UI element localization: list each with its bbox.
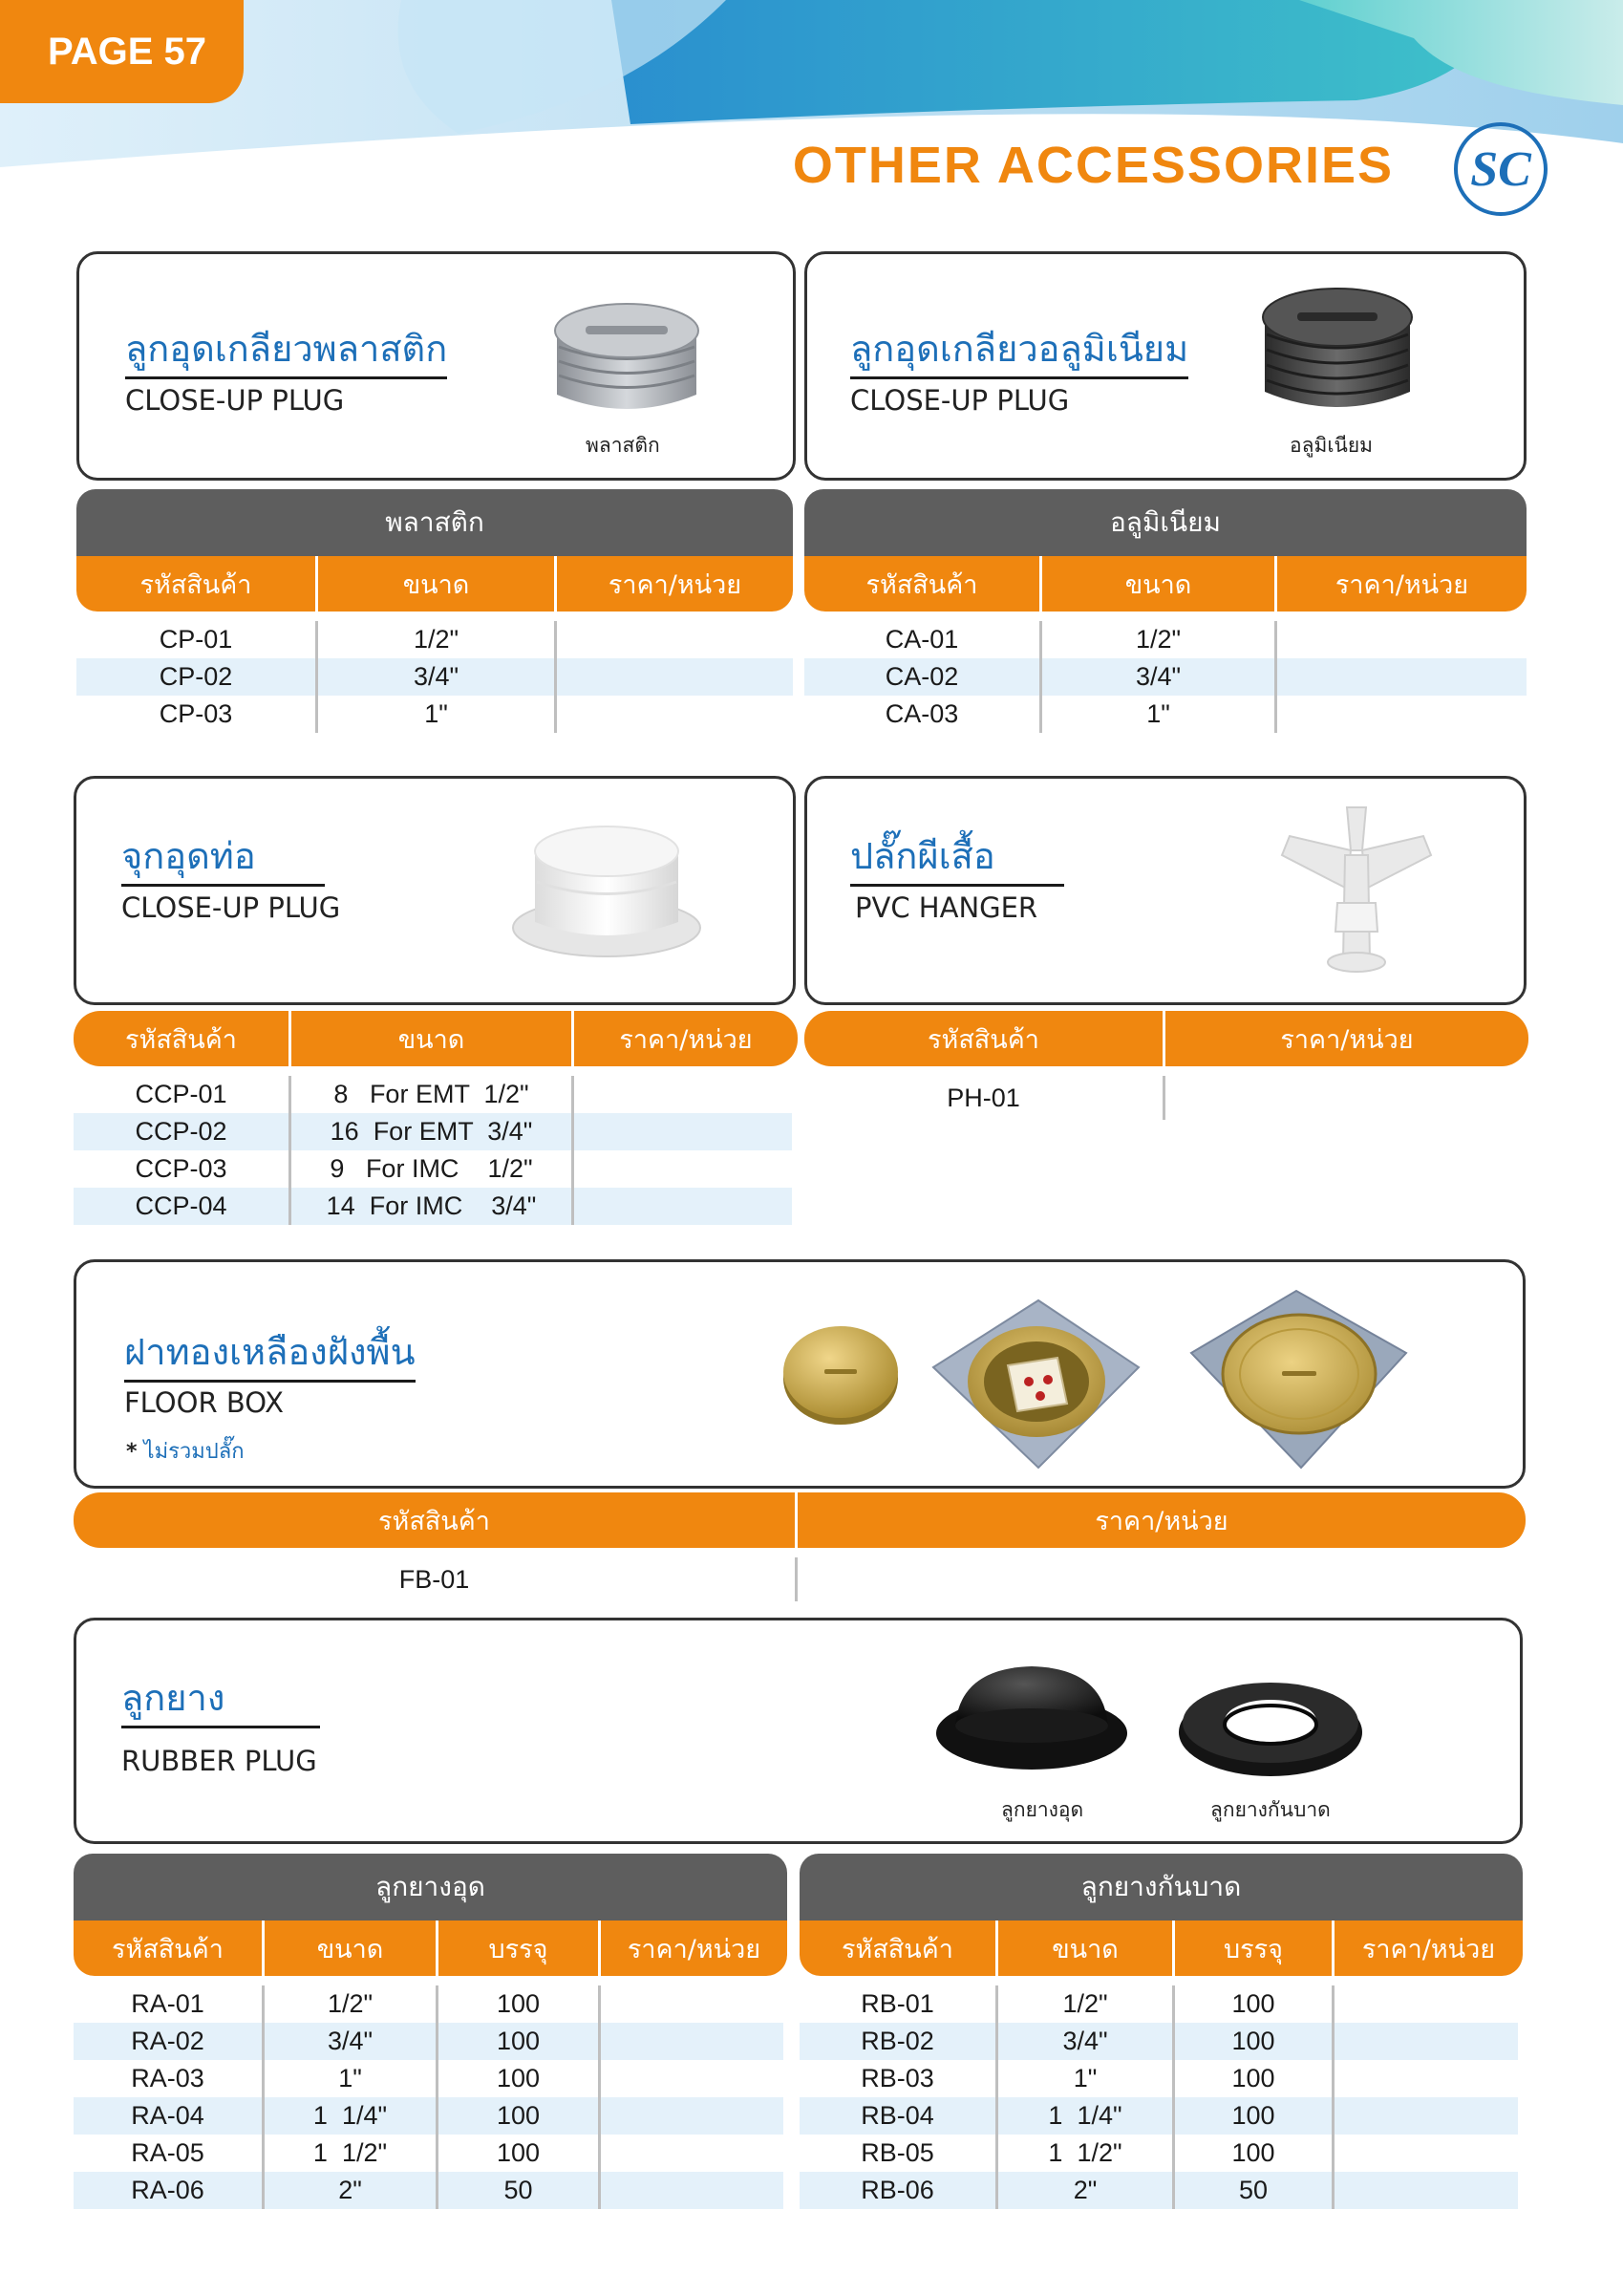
rubber-plug-solid-caption: ลูกยางอุด bbox=[1001, 1798, 1084, 1821]
section-title: OTHER ACCESSORIES bbox=[792, 137, 1394, 194]
col-header-code: รหัสสินค้า bbox=[928, 1024, 1039, 1055]
note-asterisk: * bbox=[126, 1440, 138, 1464]
pvc-hanger-card bbox=[804, 776, 1527, 1005]
rubber-plug-thai-title: ลูกยาง bbox=[121, 1680, 320, 1728]
table-row bbox=[800, 2060, 1518, 2097]
product-code: RA-05 bbox=[131, 2138, 204, 2167]
product-price bbox=[554, 658, 793, 696]
product-size: 1/2" bbox=[1039, 621, 1274, 658]
product-size: 1" bbox=[995, 2060, 1172, 2097]
product-price bbox=[598, 2023, 783, 2060]
col-header-code: รหัสสินค้า bbox=[139, 569, 252, 600]
product-size: 8 For EMT 1/2" bbox=[288, 1076, 571, 1113]
product-qty: 50 bbox=[436, 2172, 598, 2209]
plastic-plug-thai-title: ลูกอุดเกลียวพลาสติก bbox=[125, 331, 447, 379]
plastic-plug-table bbox=[76, 489, 793, 733]
rubber-plug-eng-title: RUBBER PLUG bbox=[121, 1745, 317, 1777]
floor-box-cover-image bbox=[779, 1320, 903, 1429]
table-row bbox=[74, 1076, 792, 1113]
col-header-code: รหัสสินค้า bbox=[865, 569, 978, 600]
col-header-price: ราคา/หน่วย bbox=[554, 556, 793, 612]
product-code: CA-03 bbox=[885, 699, 959, 728]
product-size: 2" bbox=[262, 2172, 436, 2209]
aluminium-plug-thai-title: ลูกอุดเกลียวอลูมิเนียม bbox=[850, 331, 1188, 379]
product-price bbox=[571, 1188, 792, 1225]
aluminium-table-title-bar bbox=[804, 489, 1527, 556]
rubber-grommet-table-header bbox=[800, 1920, 1523, 1976]
pvc-hanger-thai-title: ปลั๊กผีเสื้อ bbox=[850, 838, 1064, 887]
plastic-table-title-bar bbox=[76, 489, 793, 556]
product-code: CCP-03 bbox=[135, 1154, 227, 1183]
rubber-plug-solid-image bbox=[931, 1659, 1132, 1783]
col-header-size: ขนาด bbox=[995, 1920, 1172, 1976]
table-row bbox=[804, 696, 1527, 733]
product-code: RA-03 bbox=[131, 2064, 204, 2092]
aluminium-plug-image bbox=[1251, 279, 1423, 427]
plastic-plug-image bbox=[545, 294, 708, 428]
product-qty: 100 bbox=[436, 2060, 598, 2097]
table-row bbox=[74, 1150, 792, 1188]
product-price bbox=[1332, 2097, 1518, 2135]
product-code: CP-02 bbox=[159, 662, 233, 691]
table-row bbox=[804, 621, 1527, 658]
table-row bbox=[74, 2023, 783, 2060]
table-row bbox=[800, 1985, 1518, 2023]
product-price bbox=[571, 1113, 792, 1150]
product-price bbox=[1332, 2172, 1518, 2209]
pvc-hanger-image bbox=[1271, 798, 1442, 989]
note-text: ไม่รวมปลั๊ก bbox=[143, 1440, 245, 1464]
product-size: 1" bbox=[315, 696, 554, 733]
floor-box-eng-title: FLOOR BOX bbox=[124, 1386, 285, 1419]
product-code: CCP-01 bbox=[135, 1080, 227, 1108]
floor-box-card bbox=[74, 1259, 1526, 1489]
table-row bbox=[800, 2135, 1518, 2172]
product-size: 3/4" bbox=[262, 2023, 436, 2060]
product-qty: 100 bbox=[436, 2135, 598, 2172]
floor-box-table bbox=[74, 1492, 1526, 1601]
product-qty: 100 bbox=[1172, 2135, 1332, 2172]
product-size: 2" bbox=[995, 2172, 1172, 2209]
product-code: RB-02 bbox=[861, 2027, 934, 2055]
plastic-plug-image-caption: พลาสติก bbox=[586, 434, 660, 457]
product-size: 1 1/2" bbox=[995, 2135, 1172, 2172]
pvc-hanger-eng-title: PVC HANGER bbox=[855, 891, 1038, 924]
brand-logo bbox=[1454, 122, 1548, 216]
product-code: RA-06 bbox=[131, 2176, 204, 2204]
product-size: 1" bbox=[262, 2060, 436, 2097]
product-code: RA-01 bbox=[131, 1989, 204, 2018]
product-price bbox=[598, 2172, 783, 2209]
aluminium-plug-table bbox=[804, 489, 1527, 733]
product-code: RB-06 bbox=[861, 2176, 934, 2204]
product-qty: 100 bbox=[1172, 1985, 1332, 2023]
aluminium-table-title: อลูมิเนียม bbox=[1109, 506, 1221, 538]
col-header-code: รหัสสินค้า bbox=[378, 1506, 490, 1536]
table-row bbox=[800, 2172, 1518, 2209]
col-header-code: รหัสสินค้า bbox=[842, 1934, 953, 1964]
col-header-size: ขนาด bbox=[1039, 556, 1274, 612]
pipe-cap-table bbox=[74, 1011, 798, 1225]
product-qty: 100 bbox=[1172, 2060, 1332, 2097]
col-header-price: ราคา/หน่วย bbox=[1332, 1920, 1523, 1976]
product-code: RB-03 bbox=[861, 2064, 934, 2092]
col-header-code: รหัสสินค้า bbox=[112, 1934, 224, 1964]
product-code: RB-01 bbox=[861, 1989, 934, 2018]
plastic-table-title: พลาสติก bbox=[385, 506, 484, 538]
product-price bbox=[795, 1557, 1526, 1601]
floor-box-open-image bbox=[924, 1291, 1143, 1472]
pvc-hanger-table bbox=[804, 1011, 1528, 1120]
product-price bbox=[554, 696, 793, 733]
rubber-grommet-table-title-bar bbox=[800, 1854, 1523, 1920]
col-header-price: ราคา/หน่วย bbox=[1163, 1011, 1528, 1066]
plastic-table-header bbox=[76, 556, 793, 612]
table-row bbox=[74, 1557, 1526, 1601]
product-size: 3/4" bbox=[1039, 658, 1274, 696]
brand-logo-text: SC bbox=[1470, 141, 1531, 197]
product-qty: 100 bbox=[1172, 2097, 1332, 2135]
product-price bbox=[1332, 2135, 1518, 2172]
col-header-qty: บรรจุ bbox=[1172, 1920, 1332, 1976]
aluminium-plug-eng-title: CLOSE-UP PLUG bbox=[850, 384, 1070, 417]
rubber-solid-table-header bbox=[74, 1920, 787, 1976]
rubber-grommet-table-title: ลูกยางกันบาด bbox=[1080, 1871, 1242, 1902]
pipe-cap-card bbox=[74, 776, 796, 1005]
product-code: RB-04 bbox=[861, 2101, 934, 2130]
product-price bbox=[571, 1076, 792, 1113]
product-size: 1/2" bbox=[315, 621, 554, 658]
product-price bbox=[598, 1985, 783, 2023]
product-qty: 100 bbox=[436, 1985, 598, 2023]
rubber-plug-card bbox=[74, 1618, 1523, 1844]
table-row bbox=[76, 658, 793, 696]
aluminium-plug-card bbox=[804, 251, 1527, 481]
product-code: CP-01 bbox=[159, 625, 233, 654]
col-header-qty: บรรจุ bbox=[436, 1920, 598, 1976]
product-size: 1 1/4" bbox=[262, 2097, 436, 2135]
rubber-solid-table-title-bar bbox=[74, 1854, 787, 1920]
product-price bbox=[598, 2135, 783, 2172]
plastic-plug-eng-title: CLOSE-UP PLUG bbox=[125, 384, 345, 417]
pipe-cap-eng-title: CLOSE-UP PLUG bbox=[121, 891, 341, 924]
table-row bbox=[804, 658, 1527, 696]
col-header-size: ขนาด bbox=[315, 556, 554, 612]
page-number-label: PAGE 57 bbox=[48, 30, 206, 73]
product-code: FB-01 bbox=[398, 1564, 470, 1594]
product-code: CA-01 bbox=[885, 625, 959, 654]
product-size: 16 For EMT 3/4" bbox=[288, 1113, 571, 1150]
page-number-tab bbox=[0, 0, 244, 103]
table-row bbox=[76, 621, 793, 658]
product-qty: 50 bbox=[1172, 2172, 1332, 2209]
product-price bbox=[1274, 658, 1509, 696]
rubber-solid-table-title: ลูกยางอุด bbox=[375, 1871, 485, 1902]
floor-box-table-header bbox=[74, 1492, 1526, 1548]
product-price bbox=[1332, 2060, 1518, 2097]
table-row bbox=[74, 2060, 783, 2097]
product-price bbox=[1332, 2023, 1518, 2060]
pipe-cap-thai-title: จุกอุดท่อ bbox=[121, 838, 325, 887]
product-size: 1 1/2" bbox=[262, 2135, 436, 2172]
table-row bbox=[800, 2097, 1518, 2135]
pipe-cap-table-header bbox=[74, 1011, 798, 1066]
product-code: RB-05 bbox=[861, 2138, 934, 2167]
product-price bbox=[1332, 1985, 1518, 2023]
product-size: 1/2" bbox=[262, 1985, 436, 2023]
product-price bbox=[1274, 696, 1509, 733]
product-size: 14 For IMC 3/4" bbox=[288, 1188, 571, 1225]
table-row bbox=[74, 1113, 792, 1150]
product-price bbox=[554, 621, 793, 658]
product-size: 3/4" bbox=[995, 2023, 1172, 2060]
col-header-code: รหัสสินค้า bbox=[125, 1024, 237, 1055]
table-row bbox=[76, 696, 793, 733]
rubber-plug-grommet-caption: ลูกยางกันบาด bbox=[1210, 1798, 1331, 1821]
floor-box-closed-image bbox=[1186, 1286, 1411, 1472]
product-price bbox=[598, 2060, 783, 2097]
floor-box-thai-title: ฝาทองเหลืองฝังพื้น bbox=[124, 1334, 416, 1383]
product-size: 1/2" bbox=[995, 1985, 1172, 2023]
product-qty: 100 bbox=[1172, 2023, 1332, 2060]
rubber-plug-solid-table bbox=[74, 1854, 787, 2209]
aluminium-table-header bbox=[804, 556, 1527, 612]
table-row bbox=[74, 2172, 783, 2209]
product-size: 1 1/4" bbox=[995, 2097, 1172, 2135]
product-code: CCP-02 bbox=[135, 1117, 227, 1146]
product-price bbox=[598, 2097, 783, 2135]
product-size: 3/4" bbox=[315, 658, 554, 696]
floor-box-note bbox=[126, 1434, 245, 1468]
table-row bbox=[74, 1188, 792, 1225]
col-header-price: ราคา/หน่วย bbox=[598, 1920, 787, 1976]
col-header-price: ราคา/หน่วย bbox=[795, 1492, 1526, 1548]
rubber-plug-grommet-image bbox=[1175, 1663, 1366, 1788]
plastic-plug-card bbox=[76, 251, 796, 481]
col-header-price: ราคา/หน่วย bbox=[1274, 556, 1527, 612]
product-price bbox=[571, 1150, 792, 1188]
product-code: CCP-04 bbox=[135, 1191, 227, 1220]
product-size: 1" bbox=[1039, 696, 1274, 733]
table-row bbox=[74, 2135, 783, 2172]
product-price bbox=[1163, 1076, 1528, 1120]
pipe-cap-image bbox=[506, 815, 707, 963]
pvc-hanger-table-header bbox=[804, 1011, 1528, 1066]
aluminium-plug-image-caption: อลูมิเนียม bbox=[1290, 434, 1374, 457]
product-code: CA-02 bbox=[885, 662, 959, 691]
product-qty: 100 bbox=[436, 2097, 598, 2135]
table-row bbox=[74, 1985, 783, 2023]
product-code: RA-04 bbox=[131, 2101, 204, 2130]
col-header-size: ขนาด bbox=[262, 1920, 436, 1976]
product-price bbox=[1274, 621, 1509, 658]
table-row bbox=[800, 2023, 1518, 2060]
table-row bbox=[74, 2097, 783, 2135]
table-row bbox=[804, 1076, 1528, 1120]
product-code: CP-03 bbox=[159, 699, 233, 728]
product-size: 9 For IMC 1/2" bbox=[288, 1150, 571, 1188]
rubber-plug-grommet-table bbox=[800, 1854, 1523, 2209]
col-header-price: ราคา/หน่วย bbox=[571, 1011, 798, 1066]
product-code: PH-01 bbox=[947, 1083, 1020, 1112]
product-code: RA-02 bbox=[131, 2027, 204, 2055]
product-qty: 100 bbox=[436, 2023, 598, 2060]
col-header-size: ขนาด bbox=[288, 1011, 571, 1066]
